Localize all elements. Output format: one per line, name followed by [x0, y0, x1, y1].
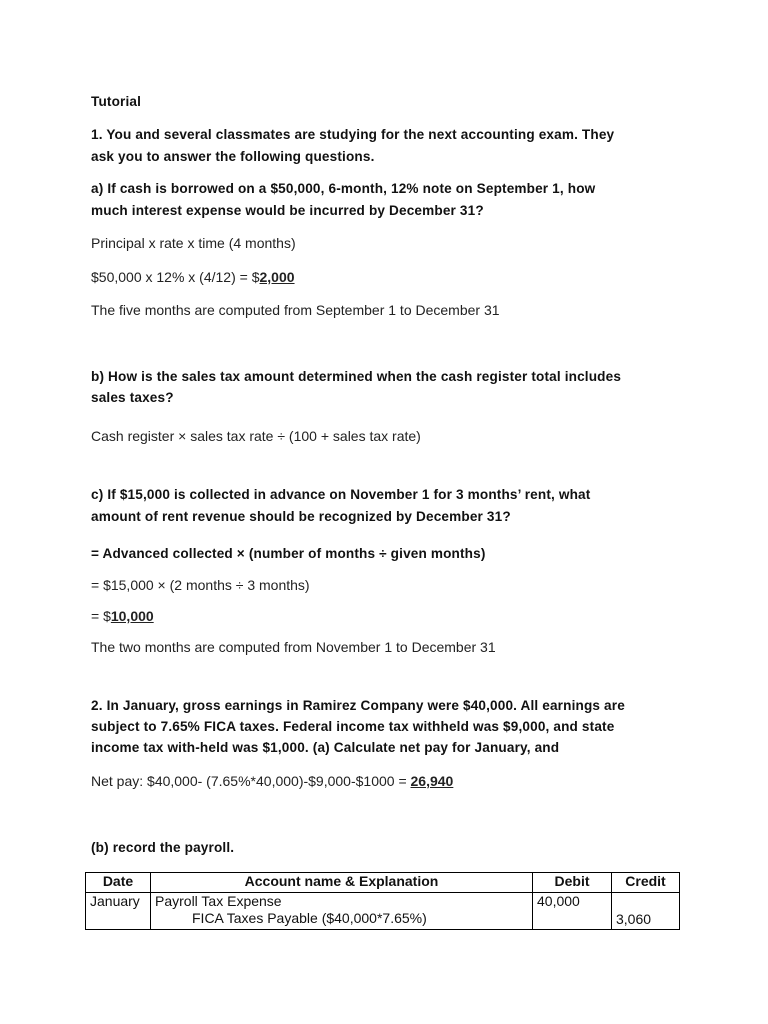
q1c-question-line2: amount of rent revenue should be recognized by December 31?	[91, 509, 511, 524]
q1c-result	[91, 608, 691, 624]
q2-net-pay-result: 26,940	[410, 773, 454, 789]
cell-account	[151, 893, 533, 930]
account-sub: FICA Taxes Payable ($40,000*7.65%)	[192, 910, 427, 926]
header-debit: Debit	[533, 873, 612, 893]
q1a-formula: Principal x rate x time (4 months)	[91, 235, 296, 251]
q2-net-pay-prefix: Net pay: $40,000- (7.65%*40,000)-$9,000-$1000 =	[91, 773, 411, 789]
q1a-calc-prefix: $50,000 x 12% x (4/12) = $	[91, 269, 260, 285]
q1c-formula: = Advanced collected × (number of months ÷ given months)	[91, 546, 486, 561]
q1a-calculation	[91, 269, 691, 285]
q2-text-line2: subject to 7.65% FICA taxes. Federal income tax withheld was $9,000, and state	[91, 719, 615, 734]
q2-text-line3: income tax with-held was $1,000. (a) Calculate net pay for January, and	[91, 740, 560, 755]
q1c-calculation: = $15,000 × (2 months ÷ 3 months)	[91, 577, 310, 593]
q1-text-line1: 1. You and several classmates are studying for the next accounting exam. They	[91, 127, 615, 142]
header-date: Date	[86, 873, 151, 893]
cell-date: January	[86, 893, 151, 930]
table-row	[86, 893, 680, 930]
q1b-question-line1: b) How is the sales tax amount determined when the cash register total includes	[91, 369, 622, 384]
q1a-question-line2: much interest expense would be incurred by December 31?	[91, 203, 484, 218]
q2b-label: (b) record the payroll.	[91, 840, 235, 855]
account-main: Payroll Tax Expense	[155, 893, 282, 909]
q1a-note: The five months are computed from September 1 to December 31	[91, 302, 500, 318]
q2-net-pay	[91, 773, 691, 789]
q1a-calc-result: 2,000	[259, 269, 295, 285]
cell-debit: 40,000	[533, 893, 612, 930]
q1c-result-prefix: = $	[91, 608, 111, 624]
credit-value: 3,060	[616, 911, 652, 927]
q1c-question-line1: c) If $15,000 is collected in advance on November 1 for 3 months’ rent, what	[91, 487, 591, 502]
q1c-note: The two months are computed from November 1 to December 31	[91, 639, 496, 655]
q1b-question-line2: sales taxes?	[91, 390, 174, 405]
q1a-question-line1: a) If cash is borrowed on a $50,000, 6-month, 12% note on September 1, how	[91, 181, 596, 196]
header-credit: Credit	[612, 873, 680, 893]
header-account: Account name & Explanation	[151, 873, 533, 893]
journal-entry-table	[85, 872, 680, 930]
table-header-row	[86, 873, 680, 893]
cell-credit	[612, 893, 680, 930]
q1-text-line2: ask you to answer the following questions.	[91, 149, 375, 164]
page-title: Tutorial	[91, 94, 142, 109]
q1c-result-value: 10,000	[110, 608, 154, 624]
q2-text-line1: 2. In January, gross earnings in Ramirez Company were $40,000. All earnings are	[91, 698, 625, 713]
q1b-answer: Cash register × sales tax rate ÷ (100 + sales tax rate)	[91, 428, 421, 444]
